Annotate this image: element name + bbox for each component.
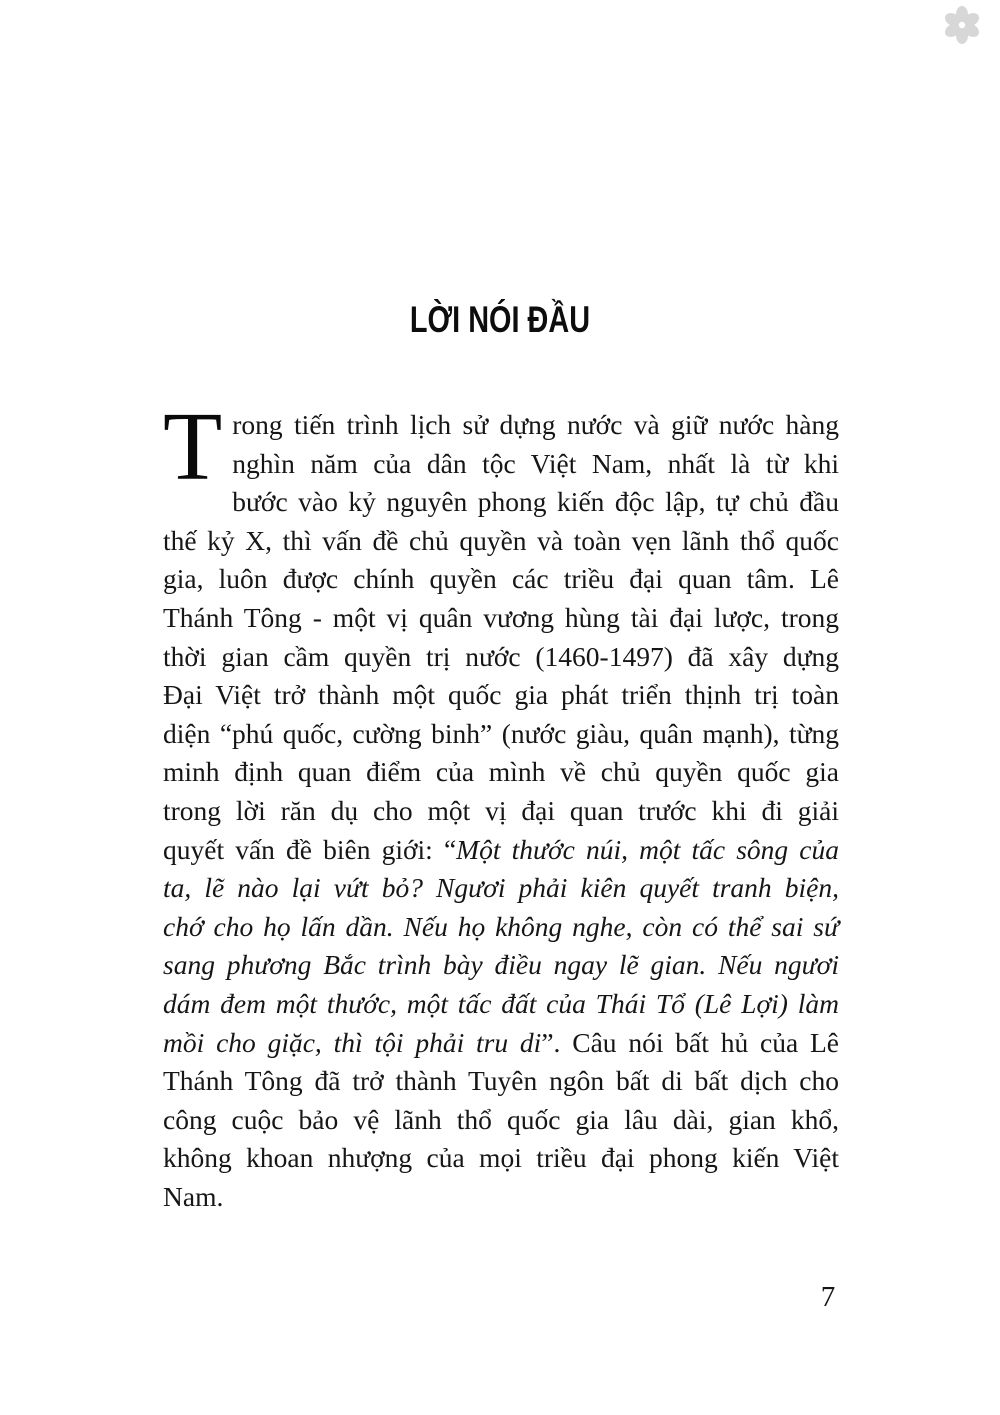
page-number: 7 xyxy=(820,1281,836,1313)
drop-cap: T xyxy=(163,393,223,500)
body-paragraph xyxy=(163,393,839,1216)
flower-ornament-icon xyxy=(942,5,982,45)
quote-italic-text: Một thước núi, một tấc sông của ta, lẽ nào lại vứt bỏ? Ngươi phải kiên quyết tranh biện, chớ cho họ lấn dần. Nếu họ không nghe, còn có thể sai sứ sang phương Bắc trình bày điều ngay lẽ gian. Nếu ngươi dám đem một thước, một tấc đất của Thái Tổ (Lê Lợi) làm mồi cho giặc, thì tội phải tru di xyxy=(163,833,839,1058)
page-title: LỜI NÓI ĐẦU xyxy=(409,299,591,340)
paragraph-text-end: ”. Câu nói bất hủ của Lê Thánh Tông đã trở thành Tuyên ngôn bất di bất dịch cho công cuộc bảo vệ lãnh thổ quốc gia lâu dài, gian khổ, không khoan nhượng của mọi triều đại phong kiến Việt Nam. xyxy=(163,1026,839,1212)
paragraph-text-start: rong tiến trình lịch sử dựng nước và giữ nước hàng nghìn năm của dân tộc Việt Nam, nhất là từ khi bước vào kỷ nguyên phong kiến độc lập, tự chủ đầu thế kỷ X, thì vấn đề chủ quyền và toàn vẹn lãnh thổ quốc gia, luôn được chính quyền các triều đại quan tâm. Lê Thánh Tông - một vị quân vương hùng tài đại lược, trong thời gian cầm quyền trị nước (1460-1497) đã xây dựng Đại Việt trở thành một quốc gia phát triển thịnh trị toàn diện “phú quốc, cường binh” (nước giàu, quân mạnh), từng minh định quan điểm của mình về chủ quyền quốc gia trong lời răn dụ cho một vị đại quan trước khi đi giải quyết vấn đề biên giới: “ xyxy=(163,409,839,865)
